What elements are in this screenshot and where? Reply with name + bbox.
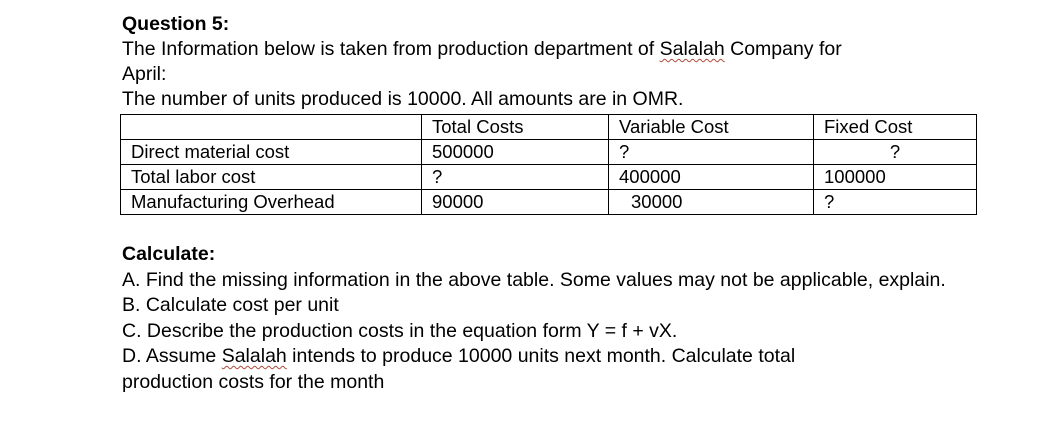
table-header-cell: Fixed Cost: [814, 115, 977, 140]
table-header-cell: Total Costs: [422, 115, 609, 140]
intro-text-pre: The Information below is taken from production department of: [122, 38, 660, 60]
table-cell: Total labor cost: [121, 165, 422, 190]
company-name: Salalah: [221, 345, 287, 367]
table-cell: Manufacturing Overhead: [121, 190, 422, 215]
intro-line-1: [122, 37, 1022, 62]
question-title: Question 5:: [122, 13, 230, 35]
intro-text-post: Company for: [724, 38, 842, 60]
intro-line-3: The number of units produced is 10000. All amounts are in OMR.: [122, 88, 684, 110]
table-cell: 30000: [609, 190, 814, 215]
table-row: [121, 140, 977, 165]
table-cell: ?: [814, 140, 977, 165]
item-d-text-post: intends to produce 10000 units next month. Calculate total: [286, 345, 796, 367]
table-cell: 400000: [609, 165, 814, 190]
table-header-cell: [121, 115, 422, 140]
table-cell: ?: [814, 190, 977, 215]
table-cell: Direct material cost: [121, 140, 422, 165]
calculate-item-d: [122, 344, 1002, 370]
intro-line-2: April:: [122, 63, 167, 85]
calculate-item-c: C. Describe the production costs in the equation form Y = f + vX.: [122, 319, 678, 342]
calculate-heading: Calculate:: [122, 243, 216, 265]
table-cell: 500000: [422, 140, 609, 165]
calculate-block: [122, 242, 1002, 395]
calculate-item-b: B. Calculate cost per unit: [122, 294, 339, 316]
cost-table: [120, 114, 977, 215]
company-name: Salalah: [659, 38, 725, 60]
item-d-text-pre: D. Assume: [122, 345, 222, 367]
table-row: [121, 190, 977, 215]
table-cell: 100000: [814, 165, 977, 190]
table-row: [121, 165, 977, 190]
calculate-item-d-line2: production costs for the month: [122, 370, 385, 393]
table-header-cell: Variable Cost: [609, 115, 814, 140]
table-header-row: [121, 115, 977, 140]
table-cell: ?: [609, 140, 814, 165]
table-cell: ?: [422, 165, 609, 190]
table-cell: 90000: [422, 190, 609, 215]
question-block: [122, 12, 1022, 112]
calculate-item-a: A. Find the missing information in the above table. Some values may not be applicable, explain.: [122, 268, 946, 291]
